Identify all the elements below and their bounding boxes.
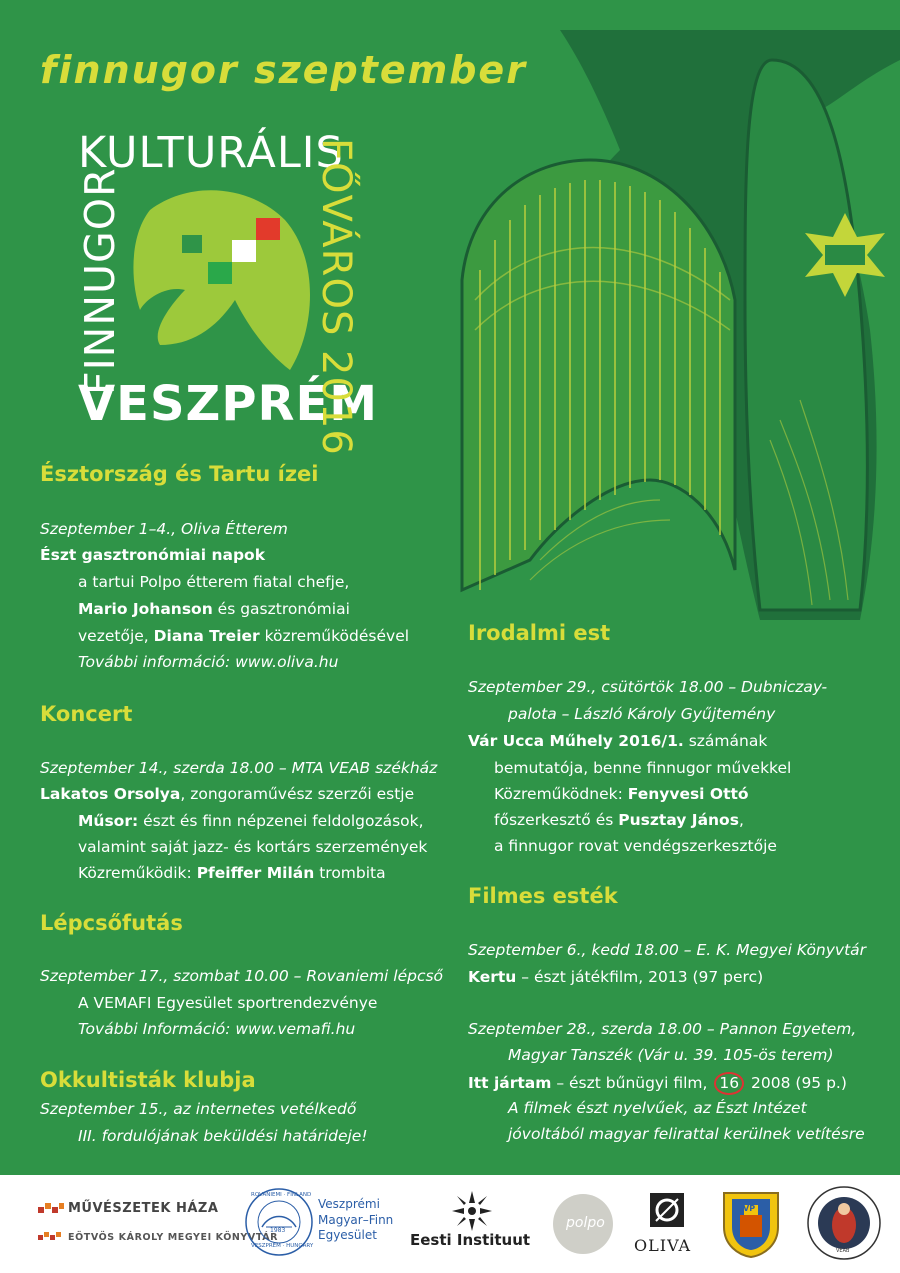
logo-cutout — [182, 235, 202, 253]
vp-label: VP — [743, 1204, 756, 1213]
irodalmi-line5: Közreműködnek: Fenyvesi Ottó — [494, 785, 749, 803]
koncert-line2: Lakatos Orsolya, zongoraművész szerzői estje — [40, 785, 415, 803]
filmes-date1: Szeptember 6., kedd 18.00 – E. K. Megyei Könyvtár — [468, 941, 867, 959]
section-title-irodalmi: Irodalmi est — [468, 621, 611, 645]
irodalmi-line7: a finnugor rovat vendégszerkesztője — [494, 837, 777, 855]
esztorszag-date: Szeptember 1–4., Oliva Étterem — [40, 520, 288, 538]
section-title-filmes: Filmes esték — [468, 884, 618, 908]
section-title-esztorszag: Észtország és Tartu ízei — [40, 462, 319, 486]
eesti-instituut-logo: Eesti Instituut — [410, 1231, 531, 1249]
logo-green-square — [208, 262, 232, 284]
esztorszag-name: Észt gasztronómiai napok — [40, 546, 266, 564]
filmes-line2: Kertu – észt játékfilm, 2013 (97 perc) — [468, 968, 764, 986]
okkult-line2: III. fordulójának beküldési határideje! — [78, 1127, 368, 1145]
rovaniemi-seal-top-text: ROVANIEMI · FINLAND — [251, 1192, 312, 1198]
esztorszag-line4: Mario Johanson és gasztronómiai — [78, 600, 350, 618]
muveszetek-logo-icon — [38, 1203, 64, 1217]
filmes-line6: A filmek észt nyelvűek, az Észt Intézet — [508, 1099, 807, 1117]
logo-fovaros: FŐVÁROS 2016 — [313, 138, 359, 456]
eotvos-konyvtar-logo: EÖTVÖS KÁROLY MEGYEI KÖNYVTÁR — [68, 1232, 279, 1243]
sponsor-footer — [0, 1175, 900, 1273]
veab-seal-text: VEAB — [836, 1248, 850, 1254]
vmfe-logo-text: Veszprémi Magyar–Finn Egyesület — [318, 1197, 394, 1243]
oliva-logo: OLIVA — [634, 1236, 692, 1255]
irodalmi-line3: Vár Ucca Műhely 2016/1. számának — [468, 732, 768, 750]
eesti-instituut-icon — [452, 1191, 492, 1231]
logo-white-square — [232, 240, 256, 262]
logo-red-square — [256, 218, 280, 240]
irodalmi-line2: palota – László Károly Gyűjtemény — [508, 705, 776, 723]
section-title-lepcso: Lépcsőfutás — [40, 911, 183, 935]
esztorszag-info-link[interactable]: További információ: www.oliva.hu — [78, 653, 339, 671]
irodalmi-date: Szeptember 29., csütörtök 18.00 – Dubniczay- — [468, 678, 828, 696]
section-title-koncert: Koncert — [40, 702, 133, 726]
koncert-line3: Műsor: észt és finn népzenei feldolgozások, — [78, 812, 424, 830]
rovaniemi-seal-bottom-text: VESZPRÉM · HUNGARY — [251, 1243, 314, 1249]
koncert-date: Szeptember 14., szerda 18.00 – MTA VEAB székház — [40, 759, 438, 777]
muveszetek-haza-logo: MŰVÉSZETEK HÁZA — [68, 1201, 219, 1216]
oliva-logo-icon — [650, 1193, 684, 1227]
esztorszag-line5: vezetője, Diana Treier közreműködésével — [78, 627, 410, 645]
irodalmi-line6: főszerkesztő és Pusztay János, — [494, 811, 744, 829]
okkult-line1: Szeptember 15., az internetes vetélkedő — [40, 1100, 357, 1118]
section-title-okkult: Okkultisták klubja — [40, 1068, 256, 1092]
tagline: finnugor szeptember — [40, 48, 527, 92]
filmes-line4: Magyar Tanszék (Vár u. 39. 105-ös terem) — [508, 1046, 834, 1064]
filmes-date2: Szeptember 28., szerda 18.00 – Pannon Egyetem, — [468, 1020, 857, 1038]
koncert-line5: Közreműködik: Pfeiffer Milán trombita — [78, 864, 386, 882]
lepcso-info-link[interactable]: További Információ: www.vemafi.hu — [78, 1020, 356, 1038]
koncert-line4: valamint saját jazz- és kortárs szerzemények — [78, 838, 428, 856]
logo-finnugor: FINNUGOR — [76, 167, 124, 395]
irodalmi-line4: bemutatója, benne finnugor művekkel — [494, 759, 792, 777]
filmes-line5: Itt jártam – észt bűnügyi film, 16 2008 (95 p.) — [468, 1072, 847, 1095]
lepcso-line2: A VEMAFI Egyesület sportrendezvénye — [78, 994, 378, 1012]
age-rating-badge: 16 — [714, 1072, 744, 1095]
logo-veszprem: VESZPRÉM — [78, 376, 379, 432]
rovaniemi-seal-year: 1983 — [270, 1227, 286, 1234]
eotvos-logo-icon — [38, 1232, 64, 1244]
lepcso-date: Szeptember 17., szombat 10.00 – Rovaniemi lépcső — [40, 967, 444, 985]
filmes-line7: jóvoltából magyar felirattal kerülnek vetítésre — [508, 1125, 865, 1143]
veszprem-coat-of-arms-icon — [718, 1187, 784, 1259]
logo-kulturalis: KULTURÁLIS — [78, 128, 344, 178]
polpo-logo: polpo — [566, 1215, 605, 1231]
esztorszag-line3: a tartui Polpo étterem fiatal chefje, — [78, 573, 350, 591]
